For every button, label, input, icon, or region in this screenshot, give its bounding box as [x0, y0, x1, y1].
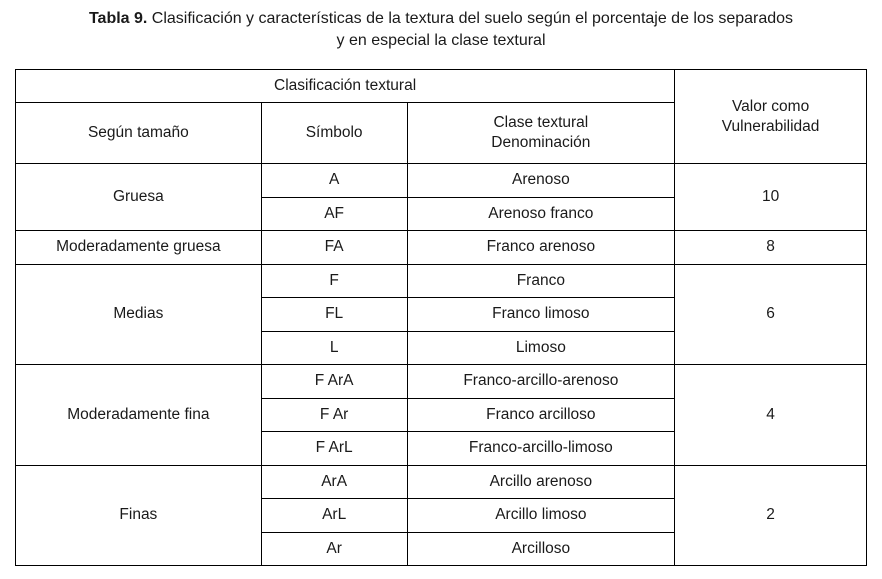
size-cell: Finas	[16, 465, 262, 566]
header-value-line-1: Valor como	[731, 97, 810, 115]
class-name-cell: Franco	[407, 264, 675, 298]
size-cell: Moderadamente fina	[16, 365, 262, 466]
header-size: Según tamaño	[16, 103, 262, 164]
class-name-cell: Franco limoso	[407, 298, 675, 332]
symbol-cell: F Ar	[261, 398, 407, 432]
symbol-cell: FL	[261, 298, 407, 332]
header-value-line-2: Vulnerabilidad	[721, 117, 820, 135]
symbol-cell: AF	[261, 197, 407, 231]
caption-text-1: Clasificación y características de la textura del suelo según el porcentaje de los separados	[151, 10, 794, 27]
header-row-1	[16, 70, 867, 103]
table-row	[16, 465, 867, 499]
table-row	[16, 264, 867, 298]
symbol-cell: ArA	[261, 465, 407, 499]
table-row	[16, 164, 867, 198]
header-symbol: Símbolo	[261, 103, 407, 164]
value-cell: 10	[675, 164, 867, 231]
class-name-cell: Franco arcilloso	[407, 398, 675, 432]
caption-line-2: y en especial la clase textural	[336, 32, 546, 49]
value-cell: 6	[675, 264, 867, 365]
class-name-cell: Arcillo limoso	[407, 499, 675, 533]
symbol-cell: F ArL	[261, 432, 407, 466]
header-class-line-1: Clase textural	[493, 114, 589, 131]
class-name-cell: Franco-arcillo-arenoso	[407, 365, 675, 399]
value-cell: 2	[675, 465, 867, 566]
value-cell: 4	[675, 365, 867, 466]
table-row	[16, 365, 867, 399]
symbol-cell: FA	[261, 231, 407, 265]
size-cell: Gruesa	[16, 164, 262, 231]
class-name-cell: Arenoso franco	[407, 197, 675, 231]
header-classification: Clasificación textural	[16, 70, 675, 103]
table-row	[16, 231, 867, 265]
symbol-cell: A	[261, 164, 407, 198]
caption-line-1	[0, 8, 882, 30]
symbol-cell: Ar	[261, 532, 407, 566]
table-caption	[0, 8, 882, 52]
symbol-cell: F ArA	[261, 365, 407, 399]
class-name-cell: Arcillo arenoso	[407, 465, 675, 499]
size-cell: Medias	[16, 264, 262, 365]
class-name-cell: Franco-arcillo-limoso	[407, 432, 675, 466]
symbol-cell: L	[261, 331, 407, 365]
symbol-cell: F	[261, 264, 407, 298]
symbol-cell: ArL	[261, 499, 407, 533]
header-class	[407, 103, 675, 164]
caption-label: Tabla 9.	[88, 10, 148, 27]
class-name-cell: Arcilloso	[407, 532, 675, 566]
texture-table	[15, 69, 867, 566]
header-value	[675, 70, 867, 164]
class-name-cell: Arenoso	[407, 164, 675, 198]
value-cell: 8	[675, 231, 867, 265]
size-cell: Moderadamente gruesa	[16, 231, 262, 265]
header-class-line-2: Denominación	[491, 134, 591, 151]
class-name-cell: Franco arenoso	[407, 231, 675, 265]
class-name-cell: Limoso	[407, 331, 675, 365]
